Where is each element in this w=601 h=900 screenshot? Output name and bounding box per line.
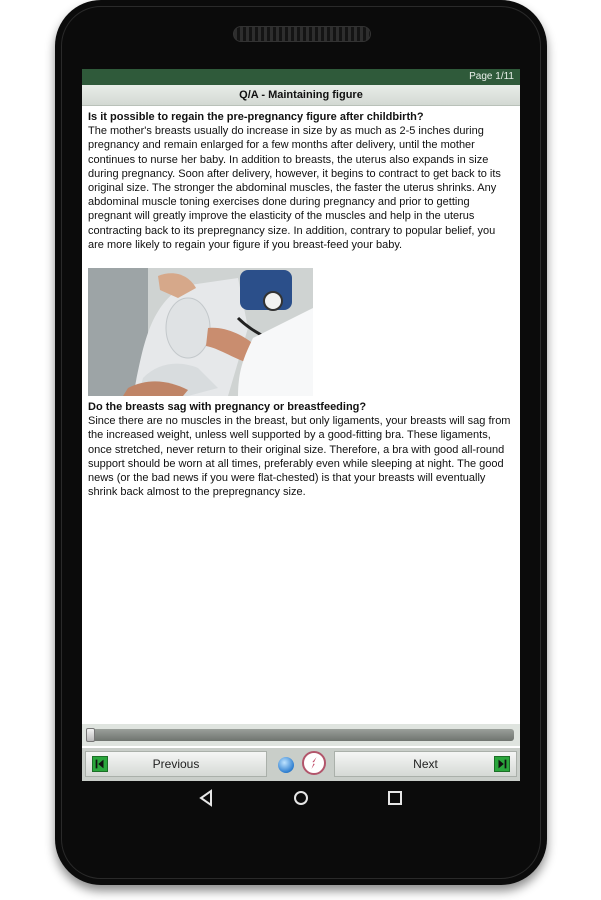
app-screen: [82, 69, 520, 781]
home-icon[interactable]: [289, 786, 313, 810]
status-bar: [82, 69, 520, 85]
recent-apps-icon[interactable]: [383, 786, 407, 810]
bottom-navigation: [82, 748, 520, 781]
answer-paragraph: The mother's breasts usually do increase in size by as much as 2-5 inches during pregnancy and remain enlarged for a few months after delivery, until the mother continues to nurse her baby. In addition to breasts, the uterus also expands in size during pregnancy. Soon after delivery, however, it begins to contract to get back to its original size. The stronger the abdominal muscles, the faster the uterus shrinks. Any abdominal muscle toning exercises done during pregnancy and prior to getting pregnant will greatly improve the elasticity of the muscles and help in the uterus contracting back to its prepregnancy size. In addition, contrary to popular belief, you are more likely to regain your figure if you breast-feed your baby.: [88, 125, 501, 251]
page-scrollbar[interactable]: [82, 724, 520, 746]
compass-icon[interactable]: [302, 751, 326, 775]
page-title: Q/A - Maintaining figure: [82, 85, 520, 106]
previous-button[interactable]: [85, 751, 267, 777]
next-label: Next: [413, 757, 438, 771]
page-indicator: Page 1/11: [469, 71, 514, 82]
system-navigation-bar: [55, 786, 493, 810]
article-photo: [88, 268, 313, 396]
question-heading: Do the breasts sag with pregnancy or breastfeeding?: [88, 401, 367, 414]
question-heading: Is it possible to regain the pre-pregnancy figure after childbirth?: [88, 111, 424, 123]
scrollbar-thumb[interactable]: [86, 728, 95, 742]
back-icon[interactable]: [195, 786, 219, 810]
previous-label: Previous: [152, 757, 200, 771]
next-arrow-icon: [494, 756, 510, 772]
next-button[interactable]: [334, 751, 517, 777]
answer-paragraph: Since there are no muscles in the breast, but only ligaments, your breasts will sag from the increased weight, unless well supported by a good-fitting bra. These ligaments, once stretched, never return to their original size. Therefore, a bra with good all-round support should be worn at all times, preferably even while sleeping at night. The good news (or the bad news if you were flat-chested) is that your breasts will eventually shrink back almost to the prepregnancy size.: [88, 415, 511, 499]
scrollbar-track[interactable]: [86, 729, 514, 741]
phone-frame: [55, 0, 547, 885]
globe-icon[interactable]: [278, 757, 294, 773]
phone-speaker: [233, 26, 371, 42]
article-content[interactable]: [82, 106, 520, 499]
